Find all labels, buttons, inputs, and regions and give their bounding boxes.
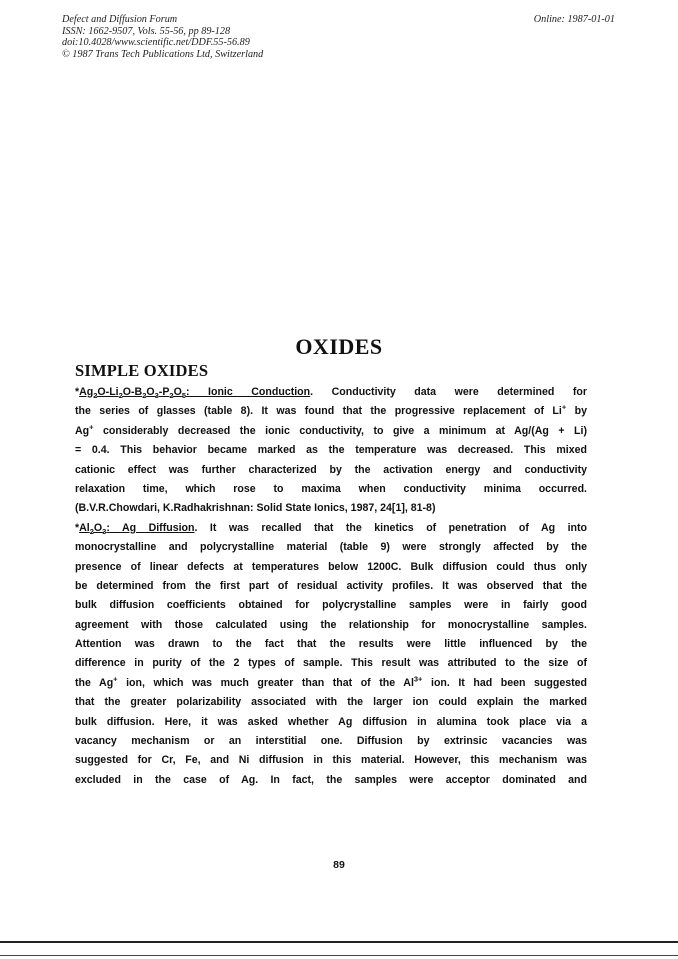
entry1-topic: Ionic Conduction (208, 386, 311, 398)
entry1-line-3: Ag+ considerably decreased the ionic conductivity, to give a minimum at Ag/(Ag + Li) (75, 422, 587, 437)
entry2-line-3: presence of linear defects at temperatures below 1200C. Bulk diffusion could thus only (75, 560, 587, 573)
online-date: Online: 1987-01-01 (533, 14, 615, 25)
page-title: OXIDES (295, 334, 383, 359)
footer-rule (0, 941, 678, 943)
footer-rule-bottom (0, 955, 678, 956)
issn-line: ISSN: 1662-9507, Vols. 55-56, pp 89-128 (62, 25, 231, 37)
entry1-line-2: the series of glasses (table 8). It was found that the progressive replacement of Li+ by (75, 402, 587, 418)
entry2-line-9: the Ag+ ion, which was much greater than that of the $Al^{3+}$ ion. It had been suggested (75, 674, 587, 689)
online-date-header (534, 14, 615, 26)
body-text (75, 383, 587, 790)
page-number: 89 (333, 859, 345, 871)
entry2-line-14: excluded in the case of Ag. In fact, the samples were acceptor dominated and (75, 773, 587, 786)
entry1-reference: (B.V.R.Chowdari, K.Radhakrishnan: Solid State Ionics, 1987, 24[1], 81-8) (75, 502, 436, 515)
journal-name: Defect and Diffusion Forum (62, 14, 178, 25)
entry2-line-5: bulk diffusion coefficients obtained for polycrystalline samples were in fairly good (75, 599, 587, 612)
entry1-line-5: cationic effect was further characterized by the activation energy and conductivity (75, 463, 587, 476)
entry2-line-7: Attention was drawn to the fact that the results were little influenced by the (75, 638, 587, 651)
entry1-line-6: relaxation time, which rose to maxima when conductivity minima occurred. (75, 482, 587, 495)
entry2-line-12: vacancy mechanism or an interstitial one. Diffusion by extrinsic vacancies was (75, 735, 587, 748)
entry2-line-6: agreement with those calculated using the relationship for monocrystalline samples. (75, 618, 587, 631)
entry2-topic: Ag Diffusion (121, 521, 195, 534)
entry1-subject: $Ag_2O-Li_2O-B_2O_3-P_2O_5$: Ionic Conduction (79, 386, 311, 401)
entry2-line-13: suggested for Cr, Fe, and Ni diffusion in this material. However, this mechanism was (75, 754, 587, 767)
entry2-line-4: be determined from the first part of residual activity profiles. It was observed that the (75, 579, 587, 592)
entry2-line-1: $*Al_2O_3$: Ag Diffusion. It was recalled that the kinetics of penetration of Ag into (75, 521, 587, 536)
journal-header (62, 14, 263, 60)
entry2-line-10: that the greater polarizability associated with the larger ion could explain the marked (75, 696, 587, 709)
entry1-line-4: = 0.4. This behavior became marked as the temperature was decreased. This mixed (75, 444, 587, 457)
entry2-line-8: difference in purity of the 2 types of sample. This result was attributed to the size of (75, 657, 587, 670)
section-heading: SIMPLE OXIDES (75, 361, 209, 380)
doi-line: doi:10.4028/www.scientific.net/DDF.55-56.89 (62, 37, 250, 49)
entry1-line-1: $*Ag_2O-Li_2O-B_2O_3-P_2O_5$: Ionic Conduction. Conductivity data were determined for (75, 386, 588, 401)
entry2-line-11: bulk diffusion. Here, it was asked whether Ag diffusion in alumina took place via a (75, 715, 587, 728)
entry2-line-2: monocrystalline and polycrystalline material (table 9) were strongly affected by the (75, 541, 587, 554)
entry2-subject: $Al_2O_3$: Ag Diffusion (79, 521, 195, 536)
copyright-line: © 1987 Trans Tech Publications Ltd, Switzerland (62, 48, 264, 60)
